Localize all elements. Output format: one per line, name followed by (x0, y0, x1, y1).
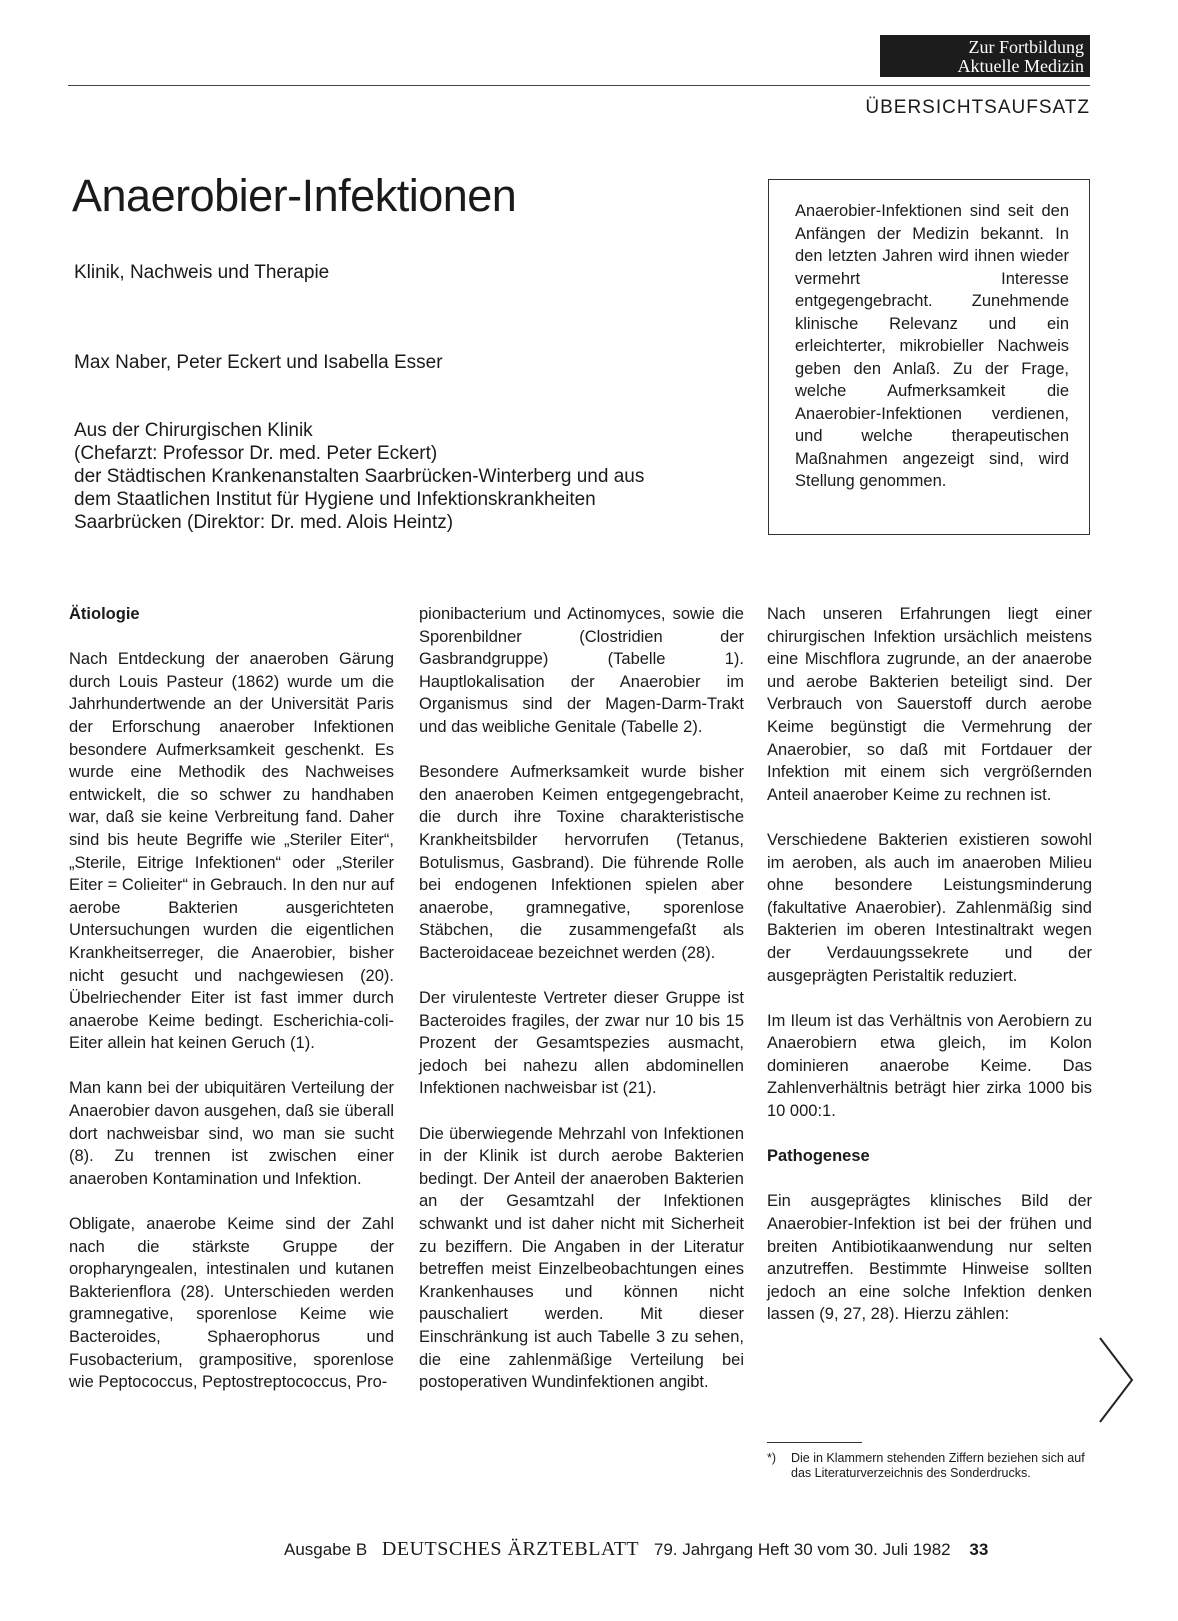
paragraph: Nach Entdeckung der anaeroben Gärung durch Louis Pasteur (1862) wurde um die Jahrhundertwende an der Universität Paris der Erforschung anaerober Infektionen besondere Aufmerksamkeit geschenkt. Es wurde eine Methodik des Nachweises entwickelt, die so schwer zu handhaben war, daß sie keine Verbreitung fand. Daher sind bis heute Begriffe wie „Steriler Eiter“, „Sterile, Eitrige Infektionen“ oder „Steriler Eiter = Colieiter“ in Gebrauch. In den nur auf aerobe Bakterien ausgerichteten Untersuchungen wurden die eigentlichen Krankheitserreger, die Anaerobier, bisher nicht gesucht und nachgewiesen (20). Übelriechender Eiter ist fast immer durch anaerobe Keime bedingt. Escherichia-coli-Eiter allein hat keinen Geruch (1). (69, 650, 394, 1053)
footer-edition: Ausgabe B (284, 1540, 368, 1559)
page-number: 33 (969, 1540, 989, 1559)
header-rule (68, 85, 1090, 86)
footer-journal: DEUTSCHES ÄRZTEBLATT (381, 1538, 640, 1560)
body-column-2 (419, 603, 744, 1416)
article-title: Anaerobier-Infektionen (72, 170, 517, 221)
article-affiliation (74, 419, 754, 534)
paragraph: pionibacterium und Actinomyces, sowie die Sporenbildner (Clostridien der Gasbrandgruppe) (Tabelle 1). Hauptlokalisation der Anaerobier im Organismus sind der Magen-Darm-Trakt und das weibliche Genitale (Tabelle 2). (419, 605, 744, 736)
paragraph: Nach unseren Erfahrungen liegt einer chirurgischen Infektion ursächlich meistens eine Mischflora zugrunde, an der anaerobe und aerobe Bakterien beteiligt sind. Der Verbrauch von Sauerstoff durch aerobe Keime begünstigt die Vermehrung der Anaerobier, so daß mit Fortdauer der Infektion mit einem sich vergrößernden Anteil anaerober Keime zu rechnen ist. (767, 605, 1092, 804)
article-subtitle: Klinik, Nachweis und Therapie (74, 262, 330, 283)
heading-pathogenese: Pathogenese (767, 1147, 870, 1166)
paragraph: Im Ileum ist das Verhältnis von Aerobiern zu Anaerobiern etwa gleich, im Kolon dominieren anaerobe Keime. Das Zahlenverhältnis beträgt hier zirka 1000 bis 10 000:1. (767, 1011, 1092, 1121)
section-badge (880, 35, 1090, 77)
affiliation-line: der Städtischen Krankenanstalten Saarbrücken-Winterberg und aus (74, 466, 645, 487)
paragraph: Man kann bei der ubiquitären Verteilung der Anaerobier davon ausgehen, daß sie überall dort nachweisbar sind, wo man sie sucht (8). Zu trennen ist zwischen einer anaeroben Kontamination und Infektion. (69, 1079, 394, 1188)
affiliation-line: Saarbrücken (Direktor: Dr. med. Alois Heintz) (74, 512, 454, 533)
affiliation-line: (Chefarzt: Professor Dr. med. Peter Eckert) (74, 443, 438, 464)
footnote-rule (767, 1442, 862, 1443)
paragraph: Ein ausgeprägtes klinisches Bild der Anaerobier-Infektion ist bei der frühen und breiten Antibiotikaanwendung nur selten anzutreffen. Bestimmte Hinweise sollten jedoch an eine solche Infektion denken lassen (9, 27, 28). Hierzu zählen: (767, 1192, 1092, 1324)
section-label: ÜBERSICHTSAUFSATZ (865, 97, 1090, 118)
paragraph: Die überwiegende Mehrzahl von Infektionen in der Klinik ist durch aerobe Bakterien bedingt. Der Anteil der anaeroben Bakterien an der Gesamtzahl der Infektionen schwankt und ist daher nicht mit Sicherheit zu beziffern. Die Angaben in der Literatur betreffen meist Einzelbeobachtungen eines Krankenhauses und können nicht pauschaliert werden. Mit dieser Einschränkung ist auch Tabelle 3 zu sehen, die eine zahlenmäßige Verteilung bei postoperativen Wundinfektionen angibt. (419, 1124, 744, 1392)
badge-line-2: Aktuelle Medizin (957, 56, 1084, 76)
paragraph: Besondere Aufmerksamkeit wurde bisher den anaeroben Keimen entgegengebracht, die durch ihre Toxine charakteristische Krankheitsbilder hervorrufen (Tetanus, Botulismus, Gasbrand). Die führende Rolle bei endogenen Infektionen spielen aber anaerobe, gramnegative, sporenlose Stäbchen, die zusammengefaßt als Bacteroidaceae bezeichnet werden (28). (419, 763, 744, 962)
footnote-mark: *) (767, 1451, 777, 1465)
paragraph: Verschiedene Bakterien existieren sowohl im aeroben, als auch im anaeroben Milieu ohne besondere Leistungsminderung (fakultative Anaerobier). Zahlenmäßig sind Bakterien im oberen Intestinaltrakt wegen der Verdauungssekrete und der ausgeprägten Peristaltik reduziert. (767, 830, 1092, 985)
footnote-text: Die in Klammern stehenden Ziffern beziehen sich auf das Literaturverzeichnis des Sonderdrucks. (791, 1451, 1085, 1480)
page-footer (284, 1538, 988, 1561)
article-authors: Max Naber, Peter Eckert und Isabella Esser (74, 352, 443, 373)
paragraph: Obligate, anaerobe Keime sind der Zahl nach die stärkste Gruppe der oropharyngealen, intestinalen und kutanen Bakterienflora (28). Unterschieden werden gramnegative, sporenlose Keime wie Bacteroides, Sphaerophorus und Fusobacterium, grampositive, sporenlose wie Peptococcus, Peptostreptococcus, Pro- (69, 1215, 394, 1392)
paragraph: Der virulenteste Vertreter dieser Gruppe ist Bacteroides fragiles, der zwar nur 10 bis 15 Prozent der Gesamtspezies ausmacht, jedoch bei nahezu allen abdominellen Infektionen nachweisbar ist (21). (419, 989, 744, 1098)
affiliation-line: Aus der Chirurgischen Klinik (74, 420, 313, 441)
affiliation-line: dem Staatlichen Institut für Hygiene und Infektionskrankheiten (74, 489, 596, 510)
body-column-3 (767, 603, 1092, 1349)
body-column-1 (69, 603, 394, 1416)
heading-aetiologie: Ätiologie (69, 605, 140, 623)
footer-issue: 79. Jahrgang Heft 30 vom 30. Juli 1982 (653, 1540, 951, 1559)
footnote (767, 1451, 1092, 1481)
abstract-box (768, 179, 1090, 535)
badge-line-1: Zur Fortbildung (968, 37, 1084, 57)
continue-chevron-icon (1097, 1335, 1135, 1425)
abstract-text: Anaerobier-Infektionen sind seit den Anfängen der Medizin bekannt. In den letzten Jahren wird ihnen wieder vermehrt Interesse entgegengebracht. Zunehmende klinische Relevanz und ein erleichterter, mikrobieller Nachweis geben den Anlaß. Zu der Frage, welche Aufmerksamkeit die Anaerobier-Infektionen verdienen, und welche therapeutischen Maßnahmen angezeigt sind, wird Stellung genommen. (795, 202, 1069, 490)
